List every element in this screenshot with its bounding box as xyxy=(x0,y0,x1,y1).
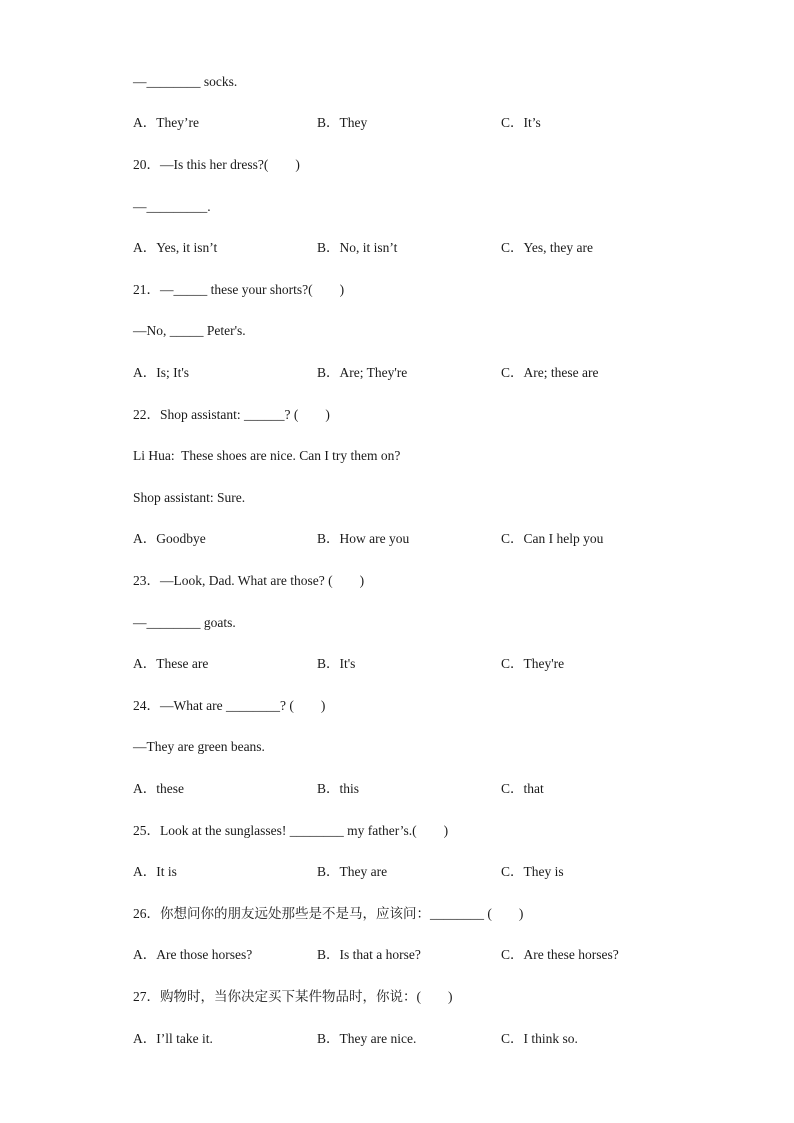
q25-option-a: A．It is xyxy=(133,864,177,879)
q21-option-c: C．Are; these are xyxy=(501,365,599,380)
q23-option-c: C．They're xyxy=(501,656,565,671)
question-26-stem: 26．你想问你的朋友远处那些是不是马，应该问：________ ( ) xyxy=(133,906,524,921)
question-25-stem: 25．Look at the sunglasses! ________ my father’s.( ) xyxy=(133,823,449,838)
q19-option-c: C．It’s xyxy=(501,115,541,130)
q27-option-c: C．I think so. xyxy=(501,1031,578,1046)
q19-option-a: A．They’re xyxy=(133,115,199,130)
q20-option-a: A．Yes, it isn’t xyxy=(133,240,218,255)
q25-option-b: B．They are xyxy=(317,864,388,879)
q27-option-a: A．I’ll take it. xyxy=(133,1031,213,1046)
q22-option-c: C．Can I help you xyxy=(501,531,604,546)
q22-option-a: A．Goodbye xyxy=(133,531,206,546)
q21-option-a: A．Is; It's xyxy=(133,365,190,380)
q20-option-c: C．Yes, they are xyxy=(501,240,593,255)
q27-option-b: B．They are nice. xyxy=(317,1031,417,1046)
q19-option-b: B．They xyxy=(317,115,368,130)
question-22-stem: 22．Shop assistant: ______? ( ) xyxy=(133,407,330,422)
q24-option-a: A．these xyxy=(133,781,184,796)
q23-option-a: A．These are xyxy=(133,656,209,671)
question-27-stem: 27．购物时，当你决定买下某件物品时，你说：( ) xyxy=(133,989,453,1004)
question-19-answer-line: —________ socks. xyxy=(133,74,238,89)
question-20-answer-line: —_________. xyxy=(133,199,211,214)
question-21-stem: 21．—_____ these your shorts?( ) xyxy=(133,282,345,297)
q21-option-b: B．Are; They're xyxy=(317,365,408,380)
question-21-answer-line: —No, _____ Peter's. xyxy=(133,323,246,338)
question-24-answer-line: —They are green beans. xyxy=(133,739,265,754)
question-23-answer-line: —________ goats. xyxy=(133,615,236,630)
question-22-dialogue-line-2: Shop assistant: Sure. xyxy=(133,490,246,505)
q25-option-c: C．They is xyxy=(501,864,564,879)
question-24-stem: 24．—What are ________? ( ) xyxy=(133,698,326,713)
q22-option-b: B．How are you xyxy=(317,531,410,546)
q26-option-a: A．Are those horses? xyxy=(133,947,253,962)
q24-option-c: C．that xyxy=(501,781,544,796)
question-23-stem: 23．—Look, Dad. What are those? ( ) xyxy=(133,573,365,588)
question-22-dialogue-line-1: Li Hua: These shoes are nice. Can I try them on? xyxy=(133,448,401,463)
q20-option-b: B．No, it isn’t xyxy=(317,240,398,255)
q23-option-b: B．It's xyxy=(317,656,356,671)
question-20-stem: 20．—Is this her dress?( ) xyxy=(133,157,300,172)
q26-option-b: B．Is that a horse? xyxy=(317,947,421,962)
q24-option-b: B．this xyxy=(317,781,360,796)
q26-option-c: C．Are these horses? xyxy=(501,947,619,962)
